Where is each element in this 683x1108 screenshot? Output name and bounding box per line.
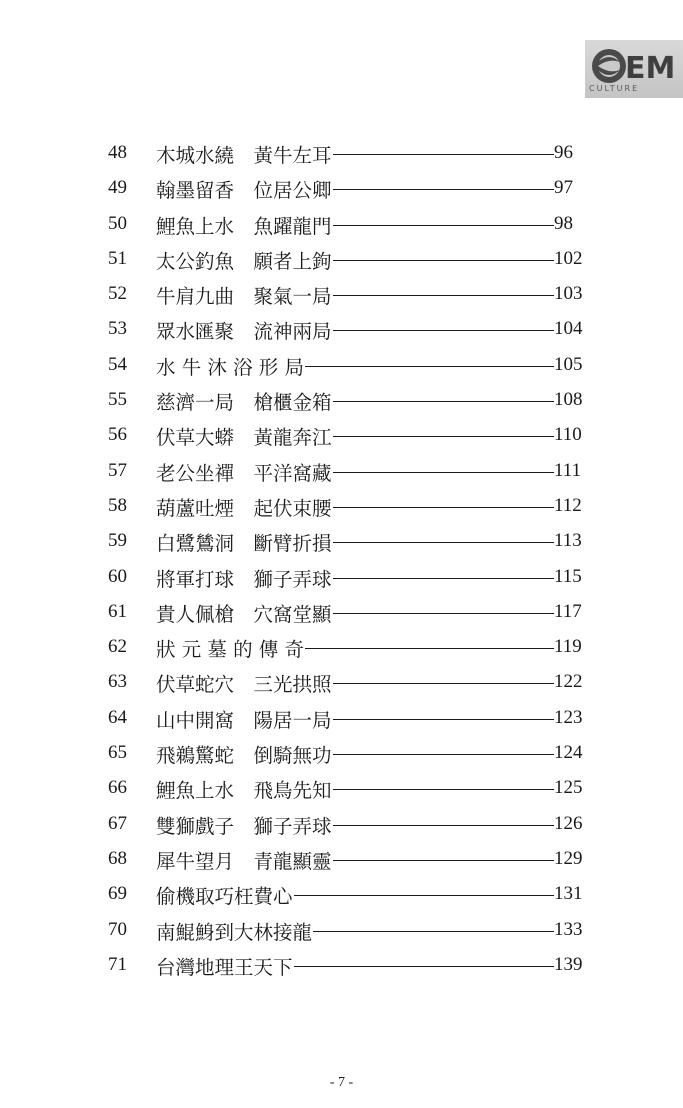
toc-entry-page: 115 [554, 566, 594, 588]
toc-row [0, 383, 683, 418]
toc-entry-number: 57 [108, 459, 127, 481]
toc-row [0, 348, 683, 383]
toc-entry-number: 52 [108, 283, 127, 305]
publisher-logo [585, 40, 683, 98]
toc-entry-title: 犀牛望月 青龍顯靈 [156, 846, 333, 874]
toc-entry-title: 貴人佩槍 穴窩堂顯 [156, 599, 333, 627]
toc-entry-number: 54 [108, 353, 127, 375]
toc-entry-number: 51 [108, 247, 127, 269]
page-number: - 7 - [329, 1075, 354, 1090]
toc-row [0, 595, 683, 630]
toc-row [0, 877, 683, 912]
toc-row [0, 736, 683, 771]
toc-entry-title: 鯉魚上水 魚躍龍門 [156, 211, 333, 239]
toc-row [0, 312, 683, 347]
toc-entry-number: 71 [108, 953, 127, 975]
toc-entry-number: 56 [108, 424, 127, 446]
toc-row [0, 454, 683, 489]
toc-entry-number: 62 [108, 636, 127, 658]
toc-entry-number: 69 [108, 883, 127, 905]
table-of-contents [0, 136, 683, 983]
toc-entry-number: 63 [108, 671, 127, 693]
toc-entry-page: 105 [554, 354, 594, 376]
toc-entry-page: 113 [554, 530, 594, 552]
toc-entry-number: 60 [108, 565, 127, 587]
logo-text: EM [625, 51, 676, 86]
toc-entry-title: 慈濟一局 槍櫃金箱 [156, 387, 333, 415]
toc-entry-page: 97 [554, 177, 594, 199]
swirl-logo-icon [585, 40, 683, 86]
toc-entry-number: 50 [108, 212, 127, 234]
toc-entry-title: 葫蘆吐煙 起伏束腰 [156, 493, 333, 521]
toc-entry-page: 112 [554, 495, 594, 517]
toc-entry-number: 66 [108, 777, 127, 799]
toc-row [0, 207, 683, 242]
toc-entry-title: 伏草蛇穴 三光拱照 [156, 669, 333, 697]
toc-row [0, 665, 683, 700]
toc-row [0, 913, 683, 948]
toc-entry-title: 太公釣魚 願者上鉤 [156, 246, 333, 274]
toc-entry-title: 雙獅戲子 獅子弄球 [156, 811, 333, 839]
toc-row [0, 771, 683, 806]
toc-row [0, 489, 683, 524]
toc-entry-title: 偷機取巧枉費心 [156, 881, 294, 909]
toc-entry-title: 飛鵜驚蛇 倒騎無功 [156, 740, 333, 768]
toc-entry-number: 48 [108, 142, 127, 163]
toc-row [0, 171, 683, 206]
toc-entry-number: 59 [108, 530, 127, 552]
toc-entry-page: 139 [554, 954, 594, 976]
toc-entry-number: 58 [108, 494, 127, 516]
toc-entry-number: 53 [108, 318, 127, 340]
toc-entry-title: 狀 元 墓 的 傳 奇 [156, 634, 305, 662]
toc-entry-number: 68 [108, 847, 127, 869]
toc-entry-title: 南鯤鯓到大林接龍 [156, 917, 313, 945]
toc-entry-page: 125 [554, 777, 594, 799]
toc-entry-page: 119 [554, 636, 594, 658]
toc-row [0, 418, 683, 453]
toc-entry-title: 伏草大蟒 黃龍奔江 [156, 422, 333, 450]
toc-entry-number: 65 [108, 742, 127, 764]
toc-entry-page: 98 [554, 213, 594, 235]
toc-row [0, 136, 683, 171]
toc-entry-title: 山中開窩 陽居一局 [156, 705, 333, 733]
toc-entry-page: 129 [554, 848, 594, 870]
toc-entry-page: 126 [554, 813, 594, 835]
logo-subtext: CULTURE [589, 84, 640, 93]
toc-leader-line [250, 966, 555, 967]
toc-row [0, 948, 683, 983]
toc-entry-page: 131 [554, 883, 594, 905]
toc-entry-page: 122 [554, 671, 594, 693]
toc-entry-number: 70 [108, 918, 127, 940]
toc-entry-page: 133 [554, 919, 594, 941]
toc-entry-page: 96 [554, 142, 594, 164]
toc-entry-title: 水 牛 沐 浴 形 局 [156, 352, 305, 380]
toc-entry-page: 124 [554, 742, 594, 764]
toc-row [0, 630, 683, 665]
toc-row [0, 807, 683, 842]
toc-entry-page: 117 [554, 601, 594, 623]
toc-entry-title: 鯉魚上水 飛鳥先知 [156, 775, 333, 803]
toc-entry-number: 64 [108, 706, 127, 728]
toc-entry-page: 110 [554, 424, 594, 446]
toc-leader-line [250, 895, 555, 896]
toc-entry-title: 牛肩九曲 聚氣一局 [156, 281, 333, 309]
toc-entry-page: 103 [554, 283, 594, 305]
toc-entry-page: 102 [554, 248, 594, 270]
toc-row [0, 242, 683, 277]
toc-entry-number: 49 [108, 177, 127, 199]
toc-entry-title: 翰墨留香 位居公卿 [156, 175, 333, 203]
toc-row [0, 524, 683, 559]
toc-entry-title: 老公坐禪 平洋窩藏 [156, 458, 333, 486]
toc-entry-title: 將軍打球 獅子弄球 [156, 564, 333, 592]
toc-entry-page: 111 [554, 460, 594, 482]
toc-row [0, 277, 683, 312]
toc-entry-page: 123 [554, 707, 594, 729]
toc-row [0, 560, 683, 595]
toc-entry-number: 67 [108, 812, 127, 834]
toc-entry-title: 木城水繞 黃牛左耳 [156, 140, 333, 168]
toc-entry-number: 55 [108, 389, 127, 411]
toc-entry-title: 眾水匯聚 流神兩局 [156, 316, 333, 344]
toc-entry-title: 白鷺鷥洞 斷臂折損 [156, 528, 333, 556]
toc-row [0, 701, 683, 736]
toc-entry-page: 108 [554, 389, 594, 411]
toc-entry-title: 台灣地理王天下 [156, 952, 294, 980]
toc-row [0, 842, 683, 877]
toc-entry-page: 104 [554, 318, 594, 340]
toc-entry-number: 61 [108, 600, 127, 622]
